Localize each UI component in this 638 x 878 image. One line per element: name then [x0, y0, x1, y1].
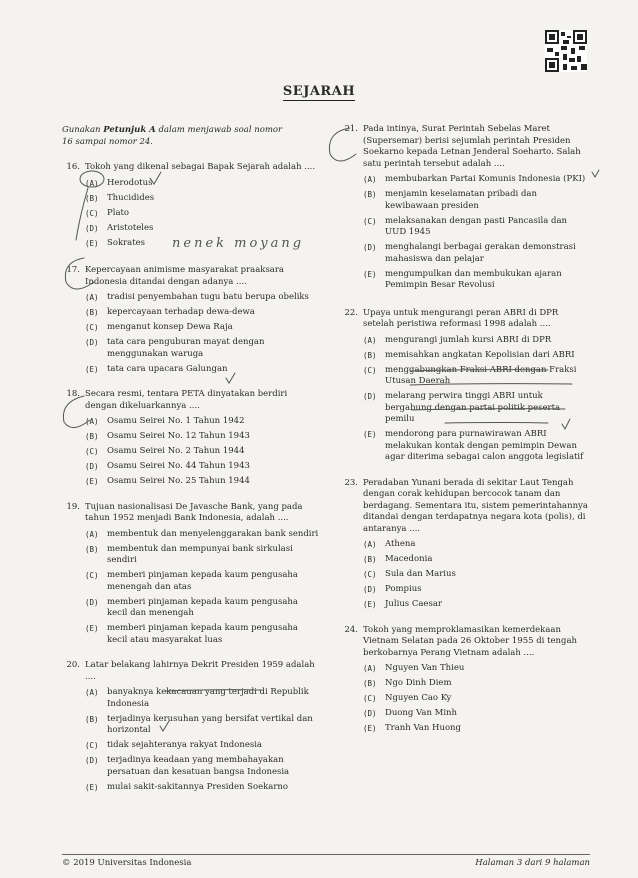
option-text: terjadinya keadaan yang membahayakan persatuan dan kesatuan bangsa Indonesia	[107, 755, 290, 777]
option-a[interactable]	[363, 663, 588, 675]
option-key: (E)	[363, 430, 377, 439]
option-key: (C)	[85, 741, 99, 750]
option-a[interactable]	[85, 178, 320, 190]
option-key: (C)	[85, 323, 99, 332]
option-text: terjadinya kerusuhan yang bersifat vertikal dan horizontal	[107, 713, 313, 735]
option-text: memisahkan angkatan Kepolisian dari ABRI	[385, 349, 575, 360]
option-key: (B)	[85, 432, 99, 441]
option-b[interactable]	[85, 431, 320, 443]
option-key: (E)	[363, 724, 377, 733]
option-text: banyaknya kekacauan yang terjadi di Republik Indonesia	[107, 687, 309, 709]
option-key: (A)	[85, 293, 99, 302]
option-text: menggabungkan Fraksi ABRI dengan Fraksi Utusan Daerah	[385, 364, 577, 386]
option-d[interactable]	[85, 597, 320, 620]
option-b[interactable]	[363, 189, 588, 212]
question-number: 24.	[344, 624, 358, 635]
option-key: (D)	[85, 756, 99, 765]
option-key: (C)	[363, 365, 377, 375]
option-key: (D)	[363, 243, 377, 252]
right-column	[340, 124, 588, 745]
option-text: memberi pinjaman kepada kaum pengusaha kecil dan menengah	[107, 596, 298, 618]
footer-page-number: Halaman 3 dari 9 halaman	[475, 858, 590, 868]
option-key: (A)	[363, 335, 377, 345]
question-number: 23.	[344, 477, 358, 488]
question-20	[62, 660, 320, 793]
footer-divider	[62, 854, 590, 855]
option-c[interactable]	[85, 446, 320, 458]
option-key: (E)	[363, 600, 377, 609]
option-key: (E)	[85, 364, 99, 374]
option-key: (B)	[363, 350, 377, 360]
option-text: mendorong para purnawirawan ABRI melakukan kontak dengan pemimpin Dewan agar diterima sebagai calon anggota legislatif	[385, 429, 584, 462]
question-22	[340, 308, 588, 464]
option-text: Osamu Seirei No. 1 Tahun 1942	[107, 416, 245, 426]
option-key: (C)	[85, 571, 99, 580]
option-key: (C)	[363, 694, 377, 703]
question-18	[62, 389, 320, 488]
option-c[interactable]	[363, 365, 588, 388]
option-text: Osamu Seirei No. 44 Tahun 1943	[107, 461, 250, 471]
option-text: Nguyen Cao Ky	[385, 693, 452, 703]
option-text: Aristoteles	[107, 222, 154, 233]
option-text: kepercayaan terhadap dewa-dewa	[107, 307, 255, 317]
option-key: (A)	[85, 688, 99, 697]
option-text: Thucidides	[107, 192, 155, 203]
option-text: Ngo Dinh Diem	[385, 678, 452, 688]
option-a[interactable]	[85, 416, 320, 428]
option-text: membubarkan Partai Komunis Indonesia (PKI)	[385, 174, 586, 184]
option-c[interactable]	[363, 216, 588, 239]
option-c[interactable]	[85, 322, 320, 334]
option-key: (B)	[85, 193, 99, 203]
option-key: (A)	[85, 529, 99, 539]
option-text: menjamin keselamatan pribadi dan kewibawaan presiden	[385, 189, 537, 211]
option-text: Osamu Seirei No. 25 Tahun 1944	[107, 476, 250, 486]
option-c[interactable]	[363, 569, 588, 581]
question-number: 16.	[66, 162, 80, 172]
option-text: Tranh Van Huong	[385, 723, 461, 733]
option-text: tradisi penyembahan tugu batu berupa obeliks	[107, 292, 309, 302]
option-d[interactable]	[363, 242, 588, 265]
option-key: (E)	[363, 269, 377, 279]
option-a[interactable]	[85, 529, 320, 541]
question-text: Peradaban Yunani berada di sekitar Laut Tengah dengan corak kehidupan bercocok tanam dan berdagang. Sementara itu, sistem pemerintahannya ditandai dengan terdapatnya negara kota (polis), di antaranya ....	[363, 477, 588, 534]
option-key: (A)	[363, 664, 377, 673]
question-number: 18.	[66, 389, 80, 399]
option-key: (D)	[363, 585, 377, 594]
option-a[interactable]	[85, 292, 320, 304]
option-d[interactable]	[85, 223, 320, 235]
page-title: SEJARAH	[282, 84, 356, 99]
option-key: (E)	[85, 782, 99, 792]
option-text: Herodotus	[107, 177, 153, 188]
option-key: (A)	[363, 175, 377, 184]
option-key: (B)	[85, 544, 99, 554]
option-e[interactable]	[363, 723, 588, 735]
option-c[interactable]	[85, 570, 320, 593]
question-23	[340, 478, 588, 611]
option-b[interactable]	[85, 544, 320, 567]
question-text: Tokoh yang dikenal sebagai Bapak Sejarah adalah ....	[85, 162, 316, 172]
option-key: (C)	[363, 216, 377, 226]
option-d[interactable]	[85, 755, 320, 778]
option-key: (D)	[85, 338, 99, 347]
option-a[interactable]	[363, 174, 588, 186]
option-text: Osamu Seirei No. 12 Tahun 1943	[107, 431, 250, 441]
option-a[interactable]	[85, 687, 320, 710]
option-b[interactable]	[85, 307, 320, 319]
option-text: tata cara penguburan mayat dengan menggunakan waruga	[107, 337, 265, 359]
option-key: (D)	[363, 709, 377, 718]
option-key: (B)	[363, 679, 377, 688]
option-text: tidak sejahteranya rakyat Indonesia	[107, 740, 263, 750]
question-text: Upaya untuk mengurangi peran ABRI di DPR setelah peristiwa reformasi 1998 adalah ....	[363, 307, 559, 329]
option-key: (C)	[85, 447, 99, 456]
option-text: Osamu Seirei No. 2 Tahun 1944	[107, 446, 245, 456]
option-d[interactable]	[85, 461, 320, 473]
option-c[interactable]	[363, 693, 588, 705]
option-text: mengumpulkan dan membukukan ajaran Pemimpin Besar Revolusi	[385, 268, 562, 290]
option-c[interactable]	[85, 208, 320, 220]
option-key: (A)	[85, 417, 99, 426]
option-a[interactable]	[363, 335, 588, 347]
option-text: Macedonia	[385, 554, 433, 564]
option-text: tata cara upacara Galungan	[107, 363, 228, 374]
question-text: Tujuan nasionalisasi De Javasche Bank, yang pada tahun 1952 menjadi Bank Indonesia, adalah ....	[85, 501, 303, 523]
option-text: mengurangi jumlah kursi ABRI di DPR	[385, 334, 552, 345]
option-a[interactable]	[363, 539, 588, 551]
option-key: (B)	[85, 308, 99, 317]
option-key: (E)	[85, 624, 99, 633]
option-c[interactable]	[85, 740, 320, 752]
question-21	[340, 124, 588, 292]
option-e[interactable]	[363, 269, 588, 292]
question-text: Tokoh yang memproklamasikan kemerdekaan Vietnam Selatan pada 26 Oktober 1955 di tengah berkobarnya Perang Vietnam adalah ....	[363, 624, 577, 658]
question-number: 19.	[66, 501, 80, 512]
option-e[interactable]	[85, 623, 320, 646]
option-key: (E)	[85, 238, 99, 248]
option-key: (B)	[363, 555, 377, 564]
option-e[interactable]	[85, 476, 320, 488]
question-17	[62, 265, 320, 375]
question-24	[340, 625, 588, 735]
option-text: melaksanakan dengan pasti Pancasila dan UUD 1945	[385, 215, 567, 237]
question-number: 22.	[344, 307, 358, 318]
option-b[interactable]	[363, 554, 588, 566]
option-key: (D)	[85, 597, 99, 607]
option-d[interactable]	[363, 584, 588, 596]
option-b[interactable]	[363, 678, 588, 690]
option-text: melarang perwira tinggi ABRI untuk bergabung dengan partai politik peserta pemilu	[385, 391, 561, 424]
option-text: menghalangi berbagai gerakan demonstrasi mahasiswa dan pelajar	[385, 242, 576, 264]
handwritten-note: nenek moyang	[172, 236, 305, 251]
option-text: Sula dan Marius	[385, 569, 456, 579]
option-d[interactable]	[363, 391, 588, 426]
option-key: (A)	[363, 540, 377, 549]
option-key: (D)	[363, 392, 377, 401]
option-b[interactable]	[85, 714, 320, 737]
footer-copyright: © 2019 Universitas Indonesia	[62, 858, 192, 868]
option-key: (A)	[85, 178, 99, 188]
option-text: Nguyen Van Thieu	[385, 663, 465, 673]
question-text: Secara resmi, tentara PETA dinyatakan berdiri dengan dikeluarkannya ....	[85, 389, 288, 411]
question-number: 21.	[344, 124, 358, 134]
option-text: memberi pinjaman kepada kaum pengusaha kecil atau masyarakat luas	[107, 623, 298, 645]
question-19	[62, 502, 320, 647]
option-text: membentuk dan mempunyai bank sirkulasi sendiri	[107, 543, 293, 565]
question-text: Latar belakang lahirnya Dekrit Presiden 1959 adalah ....	[85, 660, 315, 682]
option-e[interactable]	[363, 429, 588, 464]
option-text: membentuk dan menyelenggarakan bank sendiri	[107, 528, 319, 539]
option-key: (C)	[363, 570, 377, 579]
option-e[interactable]	[85, 364, 320, 376]
option-key: (B)	[363, 190, 377, 199]
option-key: (C)	[85, 208, 99, 218]
question-number: 20.	[66, 660, 80, 670]
option-b[interactable]	[85, 193, 320, 205]
option-text: Julius Caesar	[385, 599, 442, 609]
option-d[interactable]	[85, 337, 320, 360]
option-e[interactable]	[363, 599, 588, 611]
option-key: (E)	[85, 477, 99, 486]
question-number: 17.	[66, 265, 80, 275]
option-text: Pompius	[385, 584, 422, 594]
option-text: Duong Van Minh	[385, 708, 457, 718]
option-text: menganut konsep Dewa Raja	[107, 322, 233, 332]
option-text: Plato	[107, 207, 130, 218]
option-text: memberi pinjaman kepada kaum pengusaha menengah dan atas	[107, 570, 298, 592]
option-b[interactable]	[363, 350, 588, 362]
option-key: (B)	[85, 714, 99, 724]
option-text: Sokrates	[107, 237, 146, 248]
question-text: Kepercayaan animisme masyarakat praaksara Indonesia ditandai dengan adanya ....	[85, 265, 284, 287]
option-e[interactable]	[85, 782, 320, 794]
option-text: mulai sakit-sakitannya Presiden Soekarno	[107, 781, 289, 792]
question-text: Pada intinya, Surat Perintah Sebelas Maret (Supersemar) berisi sejumlah perintah Presiden Soekarno kepada Letnan Jenderal Soeharto. Salah satu perintah tersebut adalah ....	[363, 124, 581, 169]
option-text: Athena	[385, 539, 416, 549]
instruction-text: Gunakan Petunjuk A dalam menjawab soal nomor 16 sampai nomor 24.	[62, 125, 283, 147]
qr-code-icon	[545, 30, 587, 72]
left-column	[62, 124, 320, 803]
option-key: (D)	[85, 223, 99, 233]
option-d[interactable]	[363, 708, 588, 720]
option-key: (D)	[85, 462, 99, 471]
